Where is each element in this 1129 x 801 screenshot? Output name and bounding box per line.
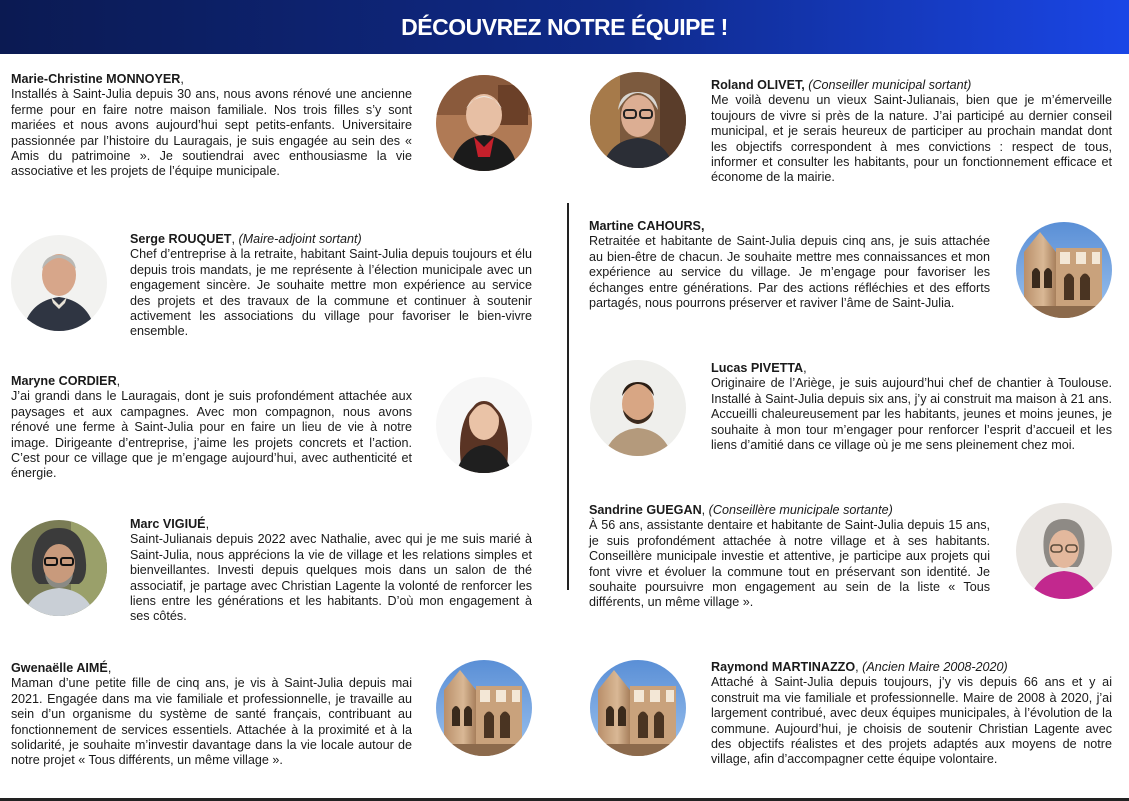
portrait-photo [11,520,107,616]
member-role: (Conseiller municipal sortant) [808,78,972,92]
church-photo [1016,222,1112,318]
portrait-photo [436,377,532,473]
name-suffix: , [205,517,210,531]
member-card-cahours [589,219,990,311]
member-card-rouquet [130,232,532,340]
member-card-olivet [711,78,1112,186]
member-name-line [11,72,412,87]
member-bio: Saint-Julianais depuis 2022 avec Nathalie, avec qui je me suis marié à Saint-Julia, nous apprécions la vie de village et les relations simples et bienveillantes. Investi depuis quelques mois dans un salon de thé associatif, je partage avec Christian Lagente la volonté de renforcer les liens entre les générations et les habitants. D’où mon engagement à ses côtés. [130,532,532,624]
member-name: Marc VIGIUÉ [130,517,206,531]
member-name: Raymond MARTINAZZO [711,660,856,674]
name-suffix: , [107,661,112,675]
member-name-line [711,361,1112,376]
member-bio: J’ai grandi dans le Lauragais, dont je suis profondément attachée aux paysages et aux campagnes. Avec mon compagnon, nous avons rénové une ferme à Saint-Julia pour en faire un lieu de vie à notre image. Dirigeante d’entreprise, j’aime les projets concrets et l’action. C’est pour ce village que je m’engage aujourd’hui, avec authenticité et énergie. [11,389,412,481]
member-name: Sandrine GUEGAN [589,503,702,517]
member-name-line [130,517,532,532]
portrait-photo [590,360,686,456]
member-name: Lucas PIVETTA [711,361,804,375]
member-card-vigiue [130,517,532,625]
member-card-pivetta [711,361,1112,453]
portrait-photo [436,75,532,171]
member-bio: Chef d’entreprise à la retraite, habitant Saint-Julia depuis toujours et élu depuis trois mandats, je me représente à l’élection municipale avec un engagement sincère. Je souhaite mettre mon expérience au service des projets et des travaux de la commune et continuer à soutenir activement les associations du village pour favoriser le bien-vivre ensemble. [130,247,532,339]
member-card-cordier [11,374,412,482]
member-card-aime [11,661,412,769]
member-name-line [589,503,990,518]
member-bio: Retraitée et habitante de Saint-Julia depuis cinq ans, je suis attachée au bien-être de chacun. Je souhaite mettre mes connaissances et mon expérience au service du village. Je m’engage pour favoriser les échanges entre générations. Par des actions réfléchies et des efforts partagés, nous pourrons préserver et raviver l’âme de Saint-Julia. [589,234,990,311]
column-divider [567,203,569,590]
member-bio: Me voilà devenu un vieux Saint-Julianais, bien que je m’émerveille toujours de vivre si près de la nature. J’ai participé au dernier conseil municipal, et je serais heureux de participer au prochain mandat dont les objectifs correspondent à mes convictions : respect de tous, informer et consulter les habitants, pour un fonctionnement efficace et économe de la mairie. [711,93,1112,185]
name-suffix: , [231,232,235,246]
member-name: Marie-Christine MONNOYER [11,72,181,86]
page-title: DÉCOUVREZ NOTRE ÉQUIPE ! [401,13,728,40]
member-name-line [711,78,1112,93]
member-card-monnoyer [11,72,412,180]
member-card-guegan [589,503,990,611]
member-name-line [11,661,412,676]
name-suffix: , [701,503,706,517]
church-photo [590,660,686,756]
member-name: Serge ROUQUET [130,232,232,246]
member-bio: Installés à Saint-Julia depuis 30 ans, nous avons rénové une ancienne ferme pour en faire notre maison familiale. Nos trois filles s’y sont mariées et nous avons aujourd’hui sept petits-enfants. Universitaire passionnée par l’histoire du Lauragais, je suis engagée au sein des « Amis du patrimoine ». Je soutiendrai avec enthousiasme la vie associative et les projets de l’équipe municipale. [11,87,412,179]
member-role: (Ancien Maire 2008-2020) [862,660,1008,674]
member-name-line [130,232,532,247]
member-name: Roland OLIVET, [711,78,805,92]
name-suffix: , [180,72,184,86]
name-suffix: , [116,374,121,388]
member-role: (Maire-adjoint sortant) [238,232,362,246]
member-name-line [11,374,412,389]
church-photo [436,660,532,756]
name-suffix: , [803,361,807,375]
page-header [0,0,1129,54]
portrait-photo [11,235,107,331]
member-name: Martine CAHOURS, [589,219,705,233]
member-name-line [589,219,990,234]
portrait-photo [590,72,686,168]
name-suffix: , [855,660,859,674]
member-bio: Originaire de l’Ariège, je suis aujourd’hui chef de chantier à Toulouse. Installé à Saint-Julia depuis six ans, j’y ai construit ma maison à 21 ans. Accueilli chaleureusement par les habitants, jeunes et moins jeunes, je souhaite à mon tour m’engager pour renforcer l’esprit d’accueil et les liens d’amitié dans ce village où je me sens pleinement chez moi. [711,376,1112,453]
member-bio: Maman d’une petite fille de cinq ans, je vis à Saint-Julia depuis mai 2021. Engagée dans ma vie familiale et professionnelle, je travaille au sein d’un organisme du système de santé français, contribuant au fonctionnement de services essentiels. Attachée à la proximité et à la solidarité, je souhaite m’investir davantage dans la vie locale autour de notre projet « Tous différents, un même village ». [11,676,412,768]
member-name: Maryne CORDIER [11,374,117,388]
member-name-line [711,660,1112,675]
member-card-martinazzo [711,660,1112,768]
member-bio: À 56 ans, assistante dentaire et habitante de Saint-Julia depuis 15 ans, je suis profondément attachée à notre village et à ses habitants. Conseillère municipale investie et attentive, je participe aux projets qui font vivre et évoluer la commune tout en préservant son identité. Je souhaite poursuivre mon engagement au sein de la liste « Tous différents, un même village ». [589,518,990,610]
member-bio: Attaché à Saint-Julia depuis toujours, j’y vis depuis 66 ans et y ai construit ma vie familiale et professionnelle. Maire de 2008 à 2020, j’ai largement contribué, avec deux équipes municipales, à l’évolution de la commune. Aujourd’hui, je choisis de soutenir Christian Lagente avec des objectifs réalistes et des projets adaptés aux moyens de notre village, afin d’accompagner cette équipe volontaire. [711,675,1112,767]
member-role: (Conseillère municipale sortante) [708,503,893,517]
member-name: Gwenaëlle AIMÉ [11,661,108,675]
portrait-photo [1016,503,1112,599]
